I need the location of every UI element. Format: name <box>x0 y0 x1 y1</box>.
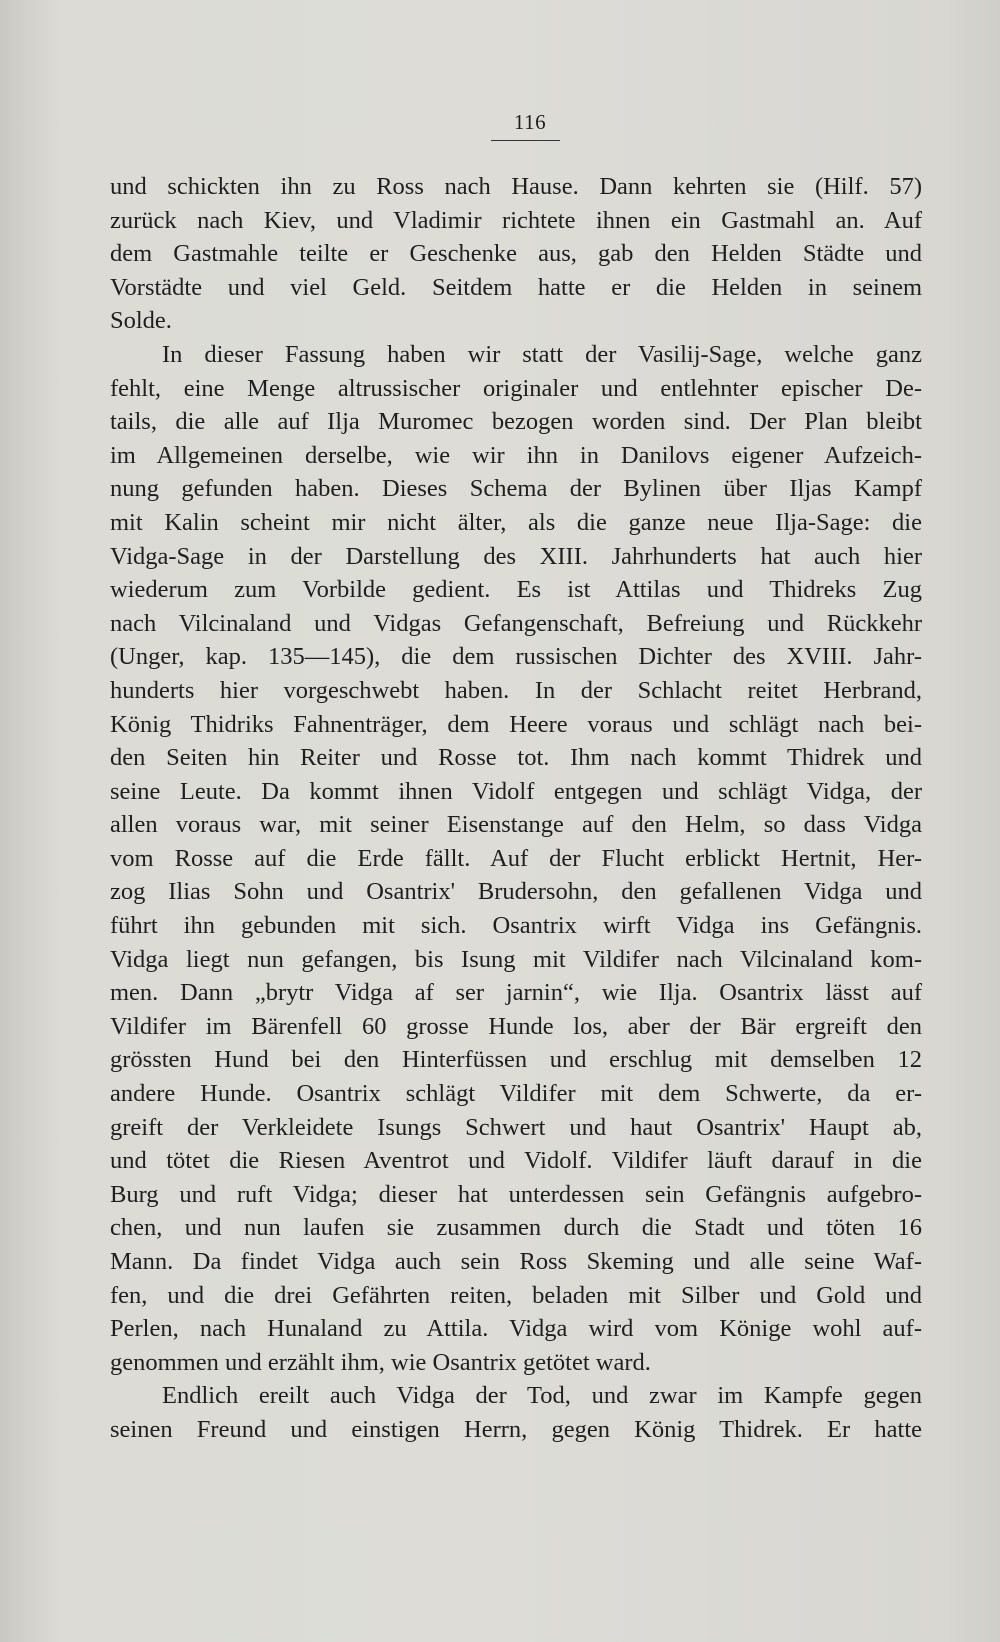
text-line: (Unger, kap. 135—145), die dem russischen Dichter des XVIII. Jahr- <box>110 643 922 671</box>
page-number: 116 <box>513 110 547 134</box>
text-line: vom Rosse auf die Erde fällt. Auf der Flucht erblickt Hertnit, Her- <box>110 844 922 872</box>
text-line: Vildifer im Bärenfell 60 grosse Hunde los, aber der Bär ergreift den <box>110 1012 922 1040</box>
text-line: allen voraus war, mit seiner Eisenstange auf den Helm, so dass Vidga <box>110 811 922 839</box>
text-line: dem Gastmahle teilte er Geschenke aus, gab den Helden Städte und <box>110 240 922 268</box>
text-line: fen, und die drei Gefährten reiten, beladen mit Silber und Gold und <box>110 1281 922 1309</box>
text-line: zog Ilias Sohn und Osantrix' Brudersohn, den gefallenen Vidga und <box>110 878 922 906</box>
text-line: grössten Hund bei den Hinterfüssen und erschlug mit demselben 12 <box>110 1046 922 1074</box>
text-line: Perlen, nach Hunaland zu Attila. Vidga wird vom Könige wohl auf- <box>110 1315 922 1343</box>
text-line: den Seiten hin Reiter und Rosse tot. Ihm nach kommt Thidrek und <box>110 744 922 772</box>
text-line: König Thidriks Fahnenträger, dem Heere voraus und schlägt nach bei- <box>110 710 922 738</box>
text-line: Vidga liegt nun gefangen, bis Isung mit Vildifer nach Vilcinaland kom- <box>110 945 922 973</box>
text-line: führt ihn gebunden mit sich. Osantrix wirft Vidga ins Gefängnis. <box>110 912 922 940</box>
text-line: greift der Verkleidete Isungs Schwert und haut Osantrix' Haupt ab, <box>110 1113 922 1141</box>
paragraph-first-line: Endlich ereilt auch Vidga der Tod, und zwar im Kampfe gegen <box>162 1382 922 1410</box>
text-line: seine Leute. Da kommt ihnen Vidolf entgegen und schlägt Vidga, der <box>110 777 922 805</box>
text-line: andere Hunde. Osantrix schlägt Vildifer mit dem Schwerte, da er- <box>110 1080 922 1108</box>
text-line: Vidga-Sage in der Darstellung des XIII. Jahrhunderts hat auch hier <box>110 542 922 570</box>
text-line: hunderts hier vorgeschwebt haben. In der Schlacht reitet Herbrand, <box>110 676 922 704</box>
body-text <box>110 170 922 1447</box>
text-line: Burg und ruft Vidga; dieser hat unterdessen sein Gefängnis aufgebro- <box>110 1180 922 1208</box>
text-line: mit Kalin scheint mir nicht älter, als die ganze neue Ilja-Sage: die <box>110 508 922 536</box>
text-line: nach Vilcinaland und Vidgas Gefangenschaft, Befreiung und Rückkehr <box>110 609 922 637</box>
text-line: tails, die alle auf Ilja Muromec bezogen worden sind. Der Plan bleibt <box>110 408 922 436</box>
text-line: und schickten ihn zu Ross nach Hause. Dann kehrten sie (Hilf. 57) <box>110 173 922 200</box>
text-line: Vorstädte und viel Geld. Seitdem hatte er die Helden in seinem <box>110 273 922 301</box>
text-line: zurück nach Kiev, und Vladimir richtete ihnen ein Gastmahl an. Auf <box>110 206 922 234</box>
text-line: fehlt, eine Menge altrussischer originaler und entlehnter epischer De- <box>110 374 922 402</box>
text-line: und tötet die Riesen Aventrot und Vidolf. Vildifer läuft darauf in die <box>110 1147 922 1175</box>
text-line: chen, und nun laufen sie zusammen durch die Stadt und töten 16 <box>110 1214 922 1242</box>
page-number-rule <box>491 140 560 141</box>
text-line: Mann. Da findet Vidga auch sein Ross Skeming und alle seine Waf- <box>110 1248 922 1275</box>
text-line: genommen und erzählt ihm, wie Osantrix getötet ward. <box>110 1348 651 1376</box>
paragraph-first-line: In dieser Fassung haben wir statt der Vasilij-Sage, welche ganz <box>162 340 922 368</box>
text-line: nung gefunden haben. Dieses Schema der Bylinen über Iljas Kampf <box>110 475 922 503</box>
text-line: men. Dann „brytr Vidga af ser jarnin“, wie Ilja. Osantrix lässt auf <box>110 979 922 1007</box>
text-line: im Allgemeinen derselbe, wie wir ihn in Danilovs eigener Aufzeich- <box>110 441 922 469</box>
text-line: wiederum zum Vorbilde gedient. Es ist Attilas und Thidreks Zug <box>110 576 922 604</box>
text-line: seinen Freund und einstigen Herrn, gegen König Thidrek. Er hatte <box>110 1415 922 1443</box>
text-line: Solde. <box>110 307 172 335</box>
